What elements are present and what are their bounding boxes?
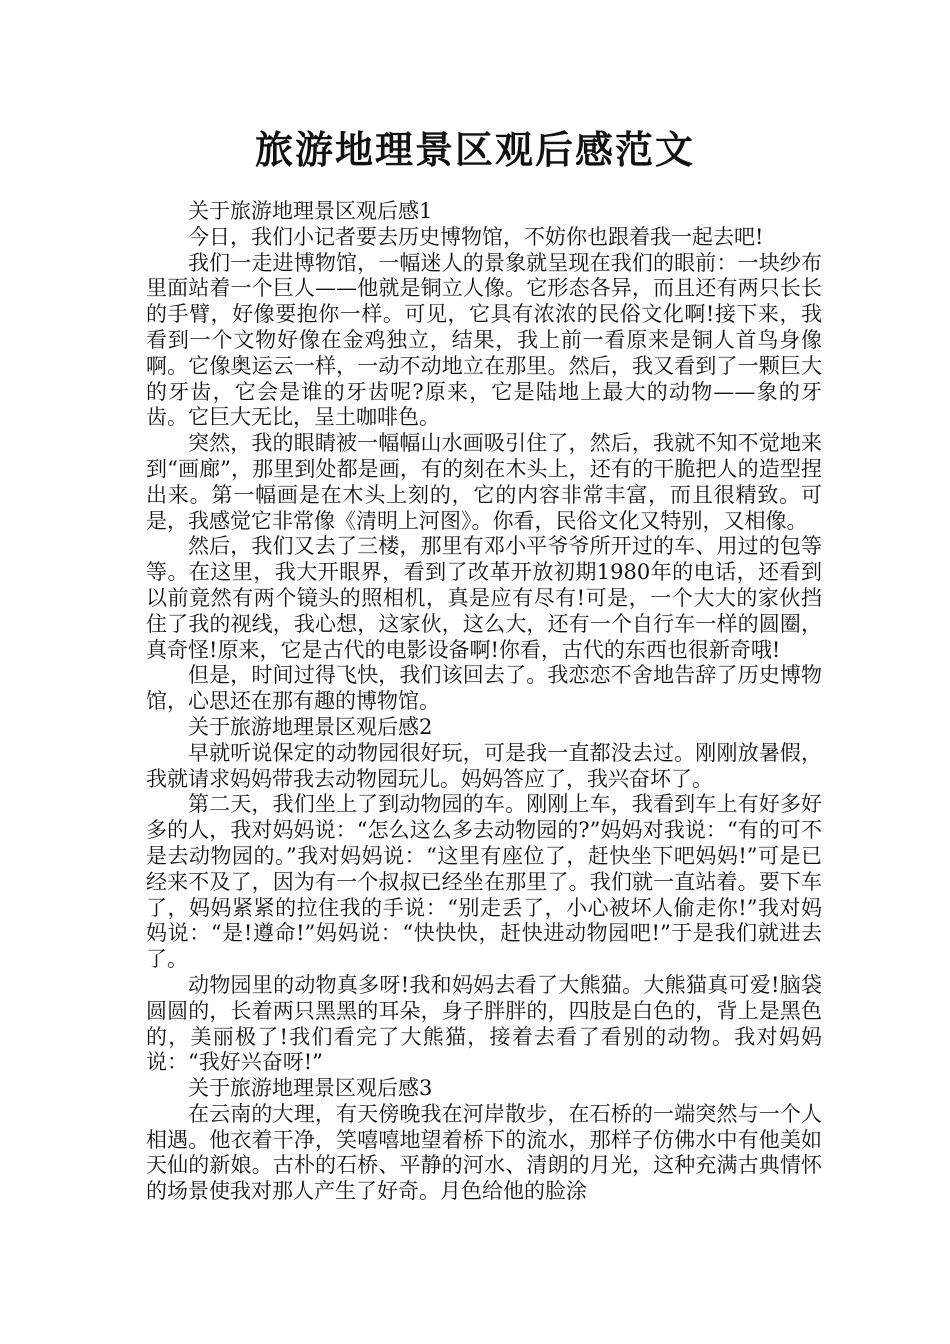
- section-heading: 关于旅游地理景区观后感2: [188, 714, 433, 739]
- paragraph: 今日，我们小记者要去历史博物馆，不妨你也跟着我一起去吧!: [188, 224, 764, 249]
- section-heading: 关于旅游地理景区观后感1: [188, 199, 433, 223]
- paragraph: 早就听说保定的动物园很好玩，可是我一直都没去过。刚刚放暑假，我就请求妈妈带我去动物园玩儿。妈妈答应了，我兴奋坏了。: [146, 740, 822, 791]
- paragraph: 然后，我们又去了三楼，那里有邓小平爷爷所开过的车、用过的包等等。在这里，我大开眼界，看到了改革开放初期1980年的电话，还看到以前竟然有两个镜头的照相机，真是应有尽有!可是，一个大大的家伙挡住了我的视线，我心想，这家伙，这么大，还有一个自行车一样的圆圈，真奇怪!原来，它是古代的电影设备啊!你看，古代的东西也很新奇哦!: [146, 534, 822, 662]
- paragraph: 突然，我的眼睛被一幅幅山水画吸引住了，然后，我就不知不觉地来到“画廊”，那里到处都是画，有的刻在木头上，还有的干脆把人的造型捏出来。第一幅画是在木头上刻的，它的内容非常丰富，而且很精致。可是，我感觉它非常像《清明上河图》。你看，民俗文化又特别，又相像。: [146, 431, 822, 533]
- paragraph: 第二天，我们坐上了到动物园的车。刚刚上车，我看到车上有好多好多的人，我对妈妈说：“怎么这么多去动物园的?”妈妈对我说：“有的可不是去动物园的。”我对妈妈说：“这里有座位了，赶快坐下吧妈妈!”可是已经来不及了，因为有一个叔叔已经坐在那里了。我们就一直站着。要下车了，妈妈紧紧的拉住我的手说：“别走丢了，小心被坏人偷走你!”我对妈妈说：“是!遵命!”妈妈说：“快快快，赶快进动物园吧!”于是我们就进去了。: [146, 792, 822, 972]
- paragraph: 动物园里的动物真多呀!我和妈妈去看了大熊猫。大熊猫真可爱!脑袋圆圆的，长着两只黑黑的耳朵，身子胖胖的，四肢是白色的，背上是黑色的，美丽极了!我们看完了大熊猫，接着去看了看别的动物。我对妈妈说：“我好兴奋呀!”: [146, 972, 822, 1075]
- paragraph: 但是，时间过得飞快，我们该回去了。我恋恋不舍地告辞了历史博物馆，心思还在那有趣的博物馆。: [146, 663, 822, 714]
- paragraph: 在云南的大理，有天傍晚我在河岸散步，在石桥的一端突然与一个人相遇。他衣着干净，笑嘻嘻地望着桥下的流水，那样子仿佛水中有他美如天仙的新娘。古朴的石桥、平静的河水、清朗的月光，这种充满古典情怀的场景使我对那人产生了好奇。月色给他的脸涂: [146, 1101, 822, 1204]
- document-title: 旅游地理景区观后感范文: [254, 127, 695, 172]
- document-body: [146, 199, 822, 1205]
- paragraph: 我们一走进博物馆，一幅迷人的景象就呈现在我们的眼前：一块纱布里面站着一个巨人——他就是铜立人像。它形态各异，而且还有两只长长的手臂，好像要抱你一样。可见，它具有浓浓的民俗文化啊!接下来，我看到一个文物好像在金鸡独立，结果，我上前一看原来是铜人首鸟身像啊。它像奥运云一样，一动不动地立在那里。然后，我又看到了一颗巨大的牙齿，它会是谁的牙齿呢?原来，它是陆地上最大的动物——象的牙齿。它巨大无比，呈土咖啡色。: [146, 250, 822, 430]
- section-heading: 关于旅游地理景区观后感3: [188, 1076, 433, 1101]
